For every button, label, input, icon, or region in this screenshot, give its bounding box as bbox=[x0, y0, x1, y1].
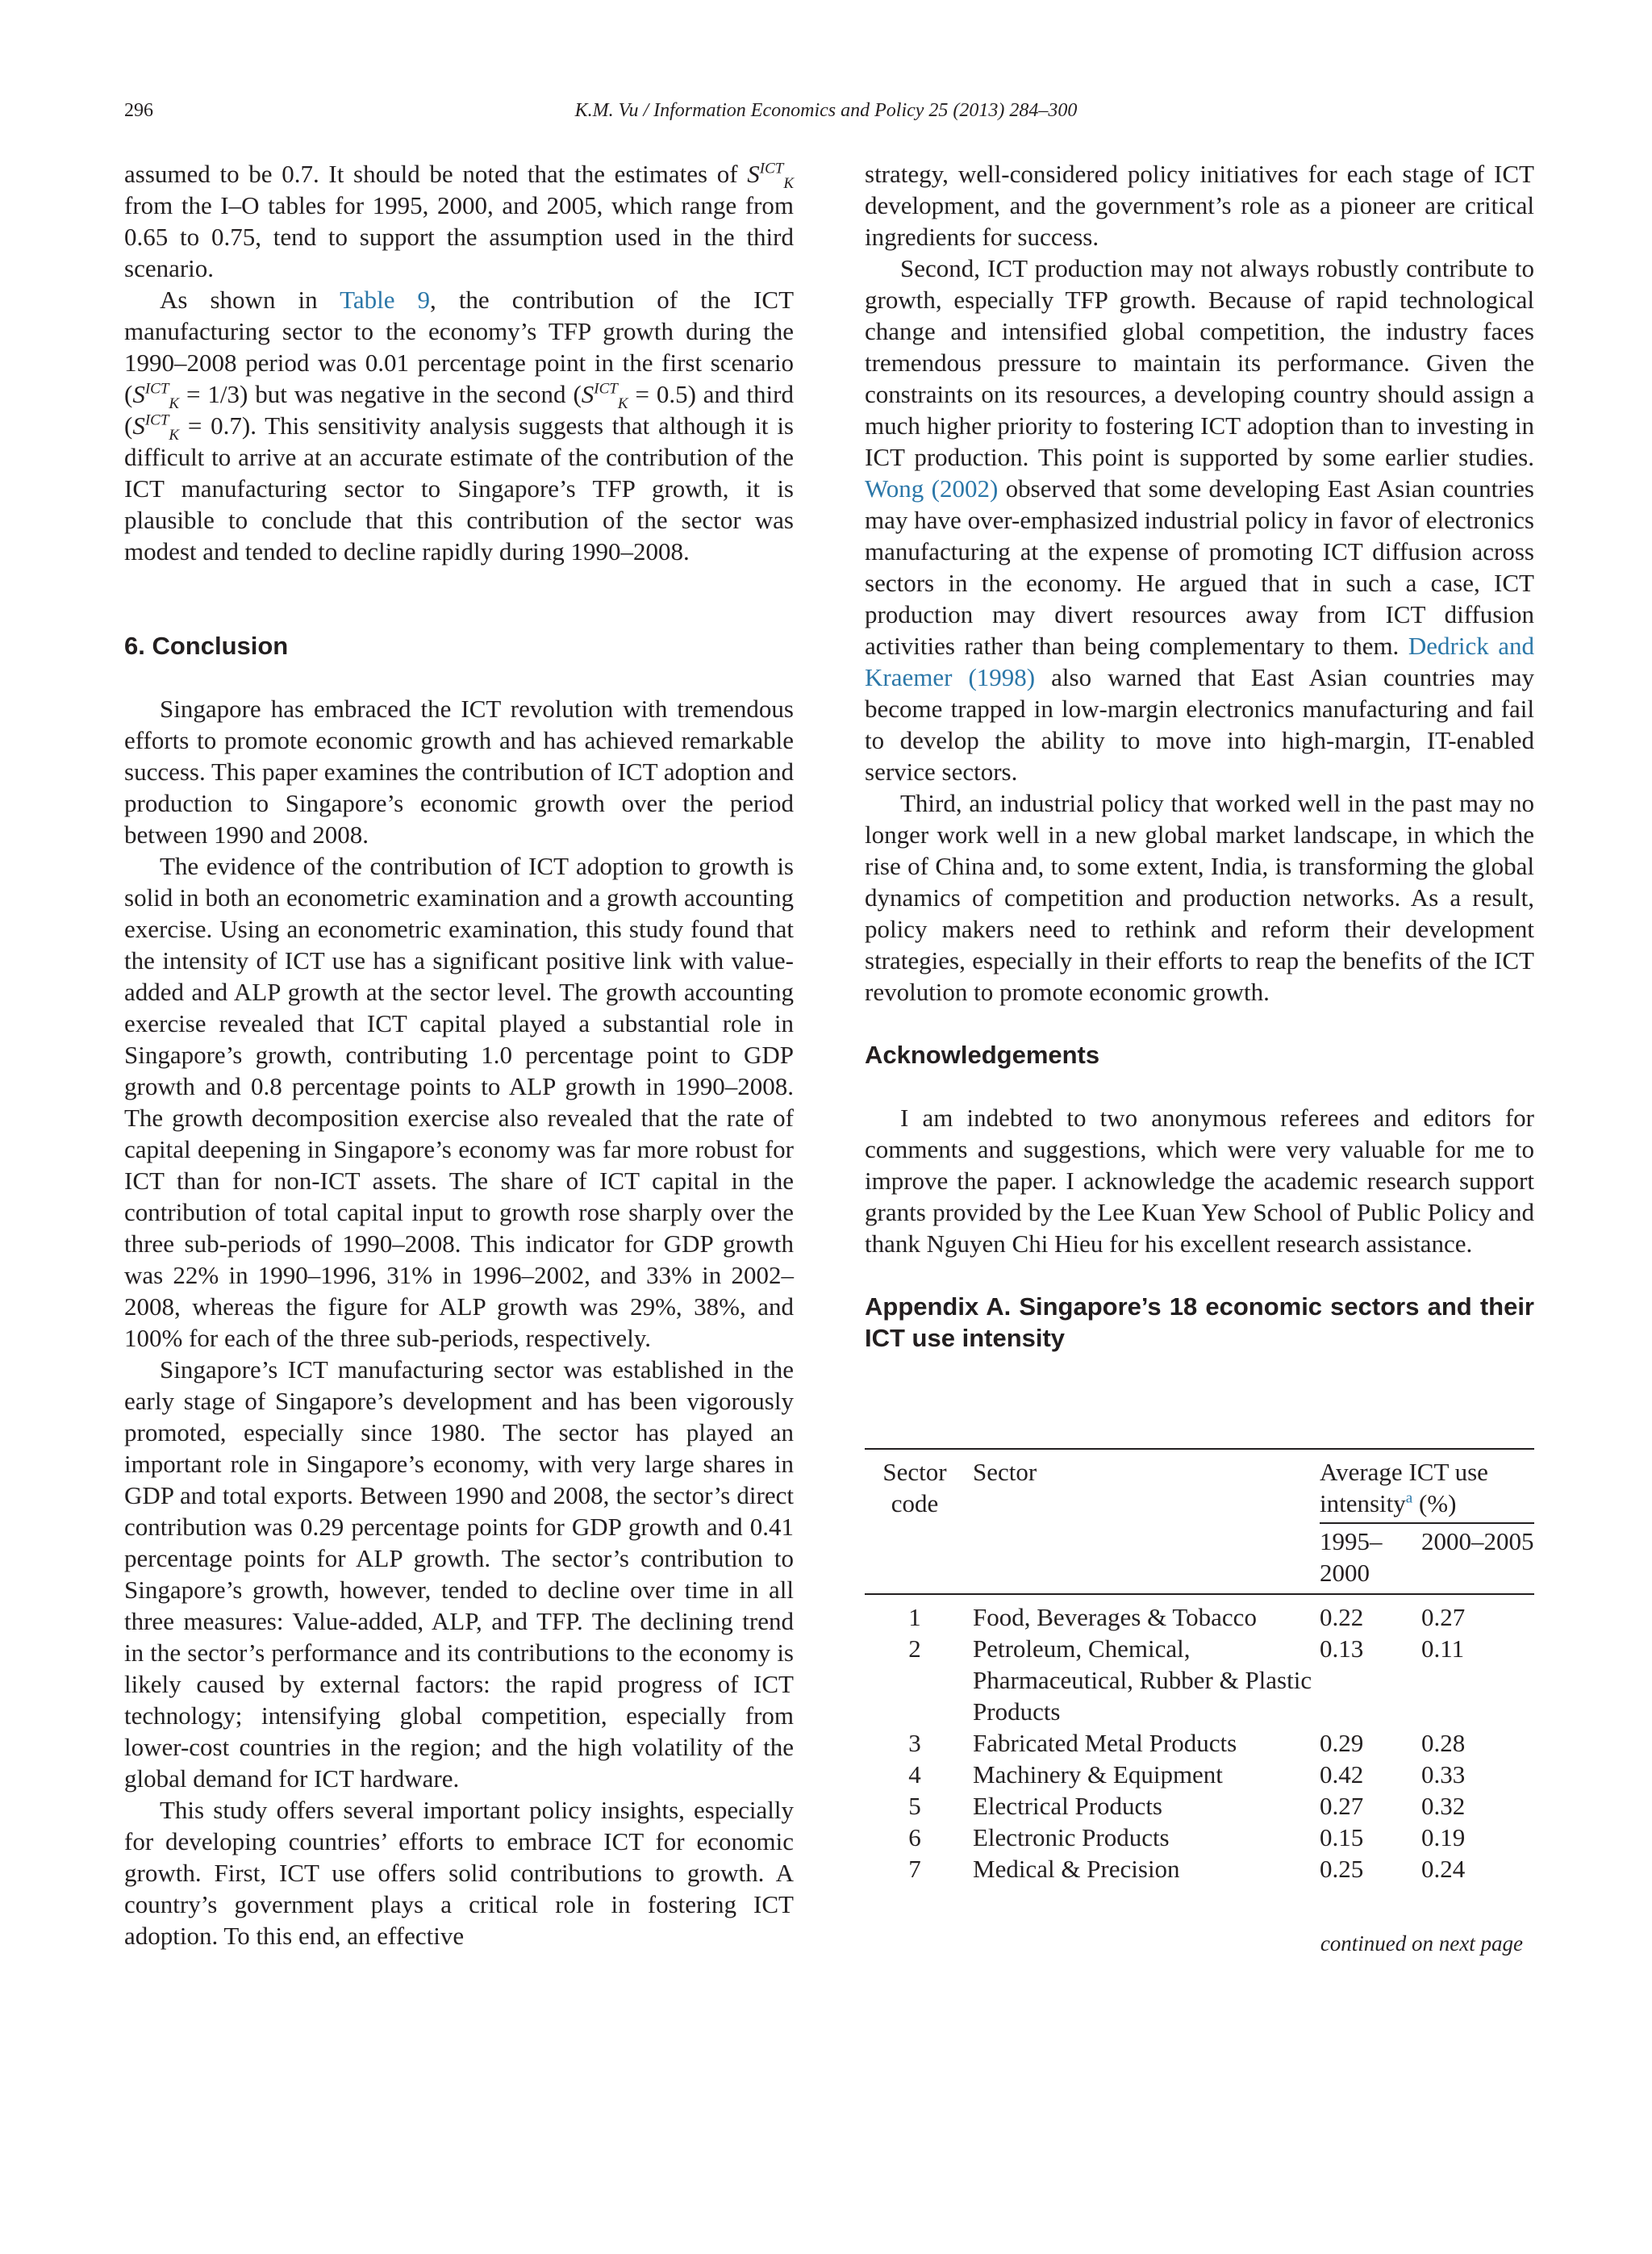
col-header-1995-2000: 1995–2000 bbox=[1320, 1527, 1383, 1587]
table-row: 2 Petroleum, Chemical, Pharmaceutical, Rubber & Plastic Products 0.13 0.11 bbox=[908, 1634, 1465, 1726]
col-header-sector: Sector bbox=[973, 1458, 1037, 1486]
table-row: 6 Electronic Products 0.15 0.19 bbox=[908, 1823, 1466, 1851]
ict-intensity-table bbox=[865, 1448, 1534, 1885]
table-row: 3 Fabricated Metal Products 0.29 0.28 bbox=[908, 1729, 1466, 1757]
paragraph: Singapore’s ICT manufacturing sector was established in the early stage of Singapore’s development and has been vigorously promoted, especially since 1980. The sector has played an important role in Singapore’s economy, with very large shares in GDP and total exports. Between 1990 and 2008, the sector’s direct contribution was 0.29 percentage points for GDP growth and 0.41 percentage points for ALP growth. The sector’s contribution to Singapore’s growth, however, tended to decline over time in all three measures: Value-added, ALP, and TFP. The declining trend in the sector’s performance and its contributions to the economy is likely caused by external factors: the rapid progress of ICT technology; intensifying global competition, especially from lower-cost countries in the region; and the high volatility of the global demand for ICT hardware. bbox=[124, 1355, 794, 1793]
paragraph: Singapore has embraced the ICT revolution with tremendous efforts to promote economic growth and has achieved remarkable success. This paper examines the contribution of ICT adoption and production to Singapore’s economic growth over the period between 1990 and 2008. bbox=[124, 695, 794, 849]
col-header-average: Average ICT use intensity$^a$ (%) bbox=[1320, 1449, 1534, 1523]
paragraph: The evidence of the contribution of ICT adoption to growth is solid in both an econometric examination and a growth accounting exercise. Using an econometric examination, this study found that the intensity of ICT use has a significant positive link with value-added and ALP growth at the sector level. The growth accounting exercise revealed that ICT capital played a substantial role in Singapore’s growth, contributing 1.0 percentage point to GDP growth and 0.8 percentage points to ALP growth in 1990–2008. The growth decomposition exercise also revealed that the rate of capital deepening in Singapore’s economy was far more robust for ICT than for non-ICT assets. The share of ICT capital in the contribution of total capital input to growth rose sharply over the three sub-periods of 1990–2008. This indicator for GDP growth was 22% in 1990–1996, 31% in 1996–2002, and 33% in 2002–2008, whereas the figure for ALP growth was 29%, 38%, and 100% for each of the three sub-periods, respectively. bbox=[124, 852, 794, 1352]
wong-2002-link[interactable]: Wong (2002) bbox=[865, 474, 999, 503]
acknowledgements-heading: Acknowledgements bbox=[865, 1041, 1100, 1069]
acknowledgements-text: I am indebted to two anonymous referees and editors for comments and suggestions, which were very valuable for me to improve the paper. I acknowledge the academic research support grants provided by the Lee Kuan Yew School of Public Policy and thank Nguyen Chi Hieu for his excellent research assistance. bbox=[865, 1104, 1534, 1258]
table-9-link[interactable]: Table 9 bbox=[340, 286, 431, 314]
page-number: 296 bbox=[124, 100, 153, 121]
table-row: 5 Electrical Products 0.27 0.32 bbox=[908, 1792, 1466, 1820]
col-header-code: Sector code bbox=[882, 1458, 947, 1517]
paragraph: This study offers several important policy insights, especially for developing countries’ efforts to embrace ICT for economic growth. First, ICT use offers solid contributions to growth. A country’s government plays a critical role in fostering ICT adoption. To this end, an effective bbox=[124, 1796, 794, 1950]
left-column bbox=[124, 158, 794, 1951]
running-title: K.M. Vu / Information Economics and Policy 25 (2013) 284–300 bbox=[574, 100, 1078, 121]
col-header-2000-2005: 2000–2005 bbox=[1421, 1527, 1534, 1555]
right-column bbox=[865, 158, 1534, 1960]
section-heading: 6. Conclusion bbox=[124, 632, 289, 660]
paragraph: Second, ICT production may not always robustly contribute to growth, especially TFP growth. Because of rapid technological change and intensified global competition, the industry faces tremendous pressure to maintain its performance. Given the constraints on its resources, a developing country should assign a much higher priority to fostering ICT adoption than to investing in ICT production. This point is supported by some earlier studies. Wong (2002) observed that some developing East Asian countries may have over-emphasized industrial policy in favor of electronics manufacturing at the expense of promoting ICT diffusion across sectors in the economy. He argued that in such a case, ICT production may divert resources away from ICT diffusion activities rather than being complementary to them. Dedrick and Kraemer (1998) also warned that East Asian countries may become trapped in low-margin electronics manufacturing and fail to develop the ability to move into high-margin, IT-enabled service sectors. bbox=[865, 254, 1534, 786]
appendix-heading: Appendix A. Singapore’s 18 economic sectors and their ICT use intensity bbox=[865, 1292, 1534, 1352]
paragraph: assumed to be 0.7. It should be noted that the estimates of $S^{ICT}_K$ from the I–O tables for 1995, 2000, and 2005, which range from 0.65 to 0.75, tend to support the assumption used in the third scenario. bbox=[124, 160, 795, 282]
dedrick-kraemer-1998-link[interactable]: Dedrick and Kraemer (1998) bbox=[865, 632, 1534, 691]
table-row: 7 Medical & Precision 0.25 0.24 bbox=[908, 1855, 1466, 1883]
paragraph: Third, an industrial policy that worked well in the past may no longer work well in a new global market landscape, in which the rise of China and, to some extent, India, is transforming the global dynamics of competition and production networks. As a result, policy makers need to rethink and reform their development strategies, especially in their efforts to reap the benefits of the ICT revolution to promote economic growth. bbox=[865, 789, 1534, 1006]
paragraph: As shown in Table 9, the contribution of the ICT manufacturing sector to the economy’s TFP growth during the 1990–2008 period was 0.01 percentage point in the first scenario $(S^{ICT}_K = 1/3)$ but was negative in the second $(S^{ICT}_K = 0.5)$ and third $(S^{ICT}_K = 0.7)$. This sensitivity analysis suggests that although it is difficult to arrive at an accurate estimate of the contribution of the ICT manufacturing sector to Singapore’s TFP growth, it is plausible to conclude that this contribution of the sector was modest and tended to decline rapidly during 1990–2008. bbox=[124, 286, 795, 566]
table-row: 1 Food, Beverages & Tobacco 0.22 0.27 bbox=[908, 1603, 1466, 1631]
paragraph: strategy, well-considered policy initiatives for each stage of ICT development, and the government’s role as a pioneer are critical ingredients for success. bbox=[865, 160, 1534, 251]
table-row: 4 Machinery & Equipment 0.42 0.33 bbox=[908, 1760, 1466, 1789]
table-footnote-link[interactable]: a bbox=[1405, 1489, 1413, 1507]
continued-note: continued on next page bbox=[1320, 1931, 1523, 1956]
